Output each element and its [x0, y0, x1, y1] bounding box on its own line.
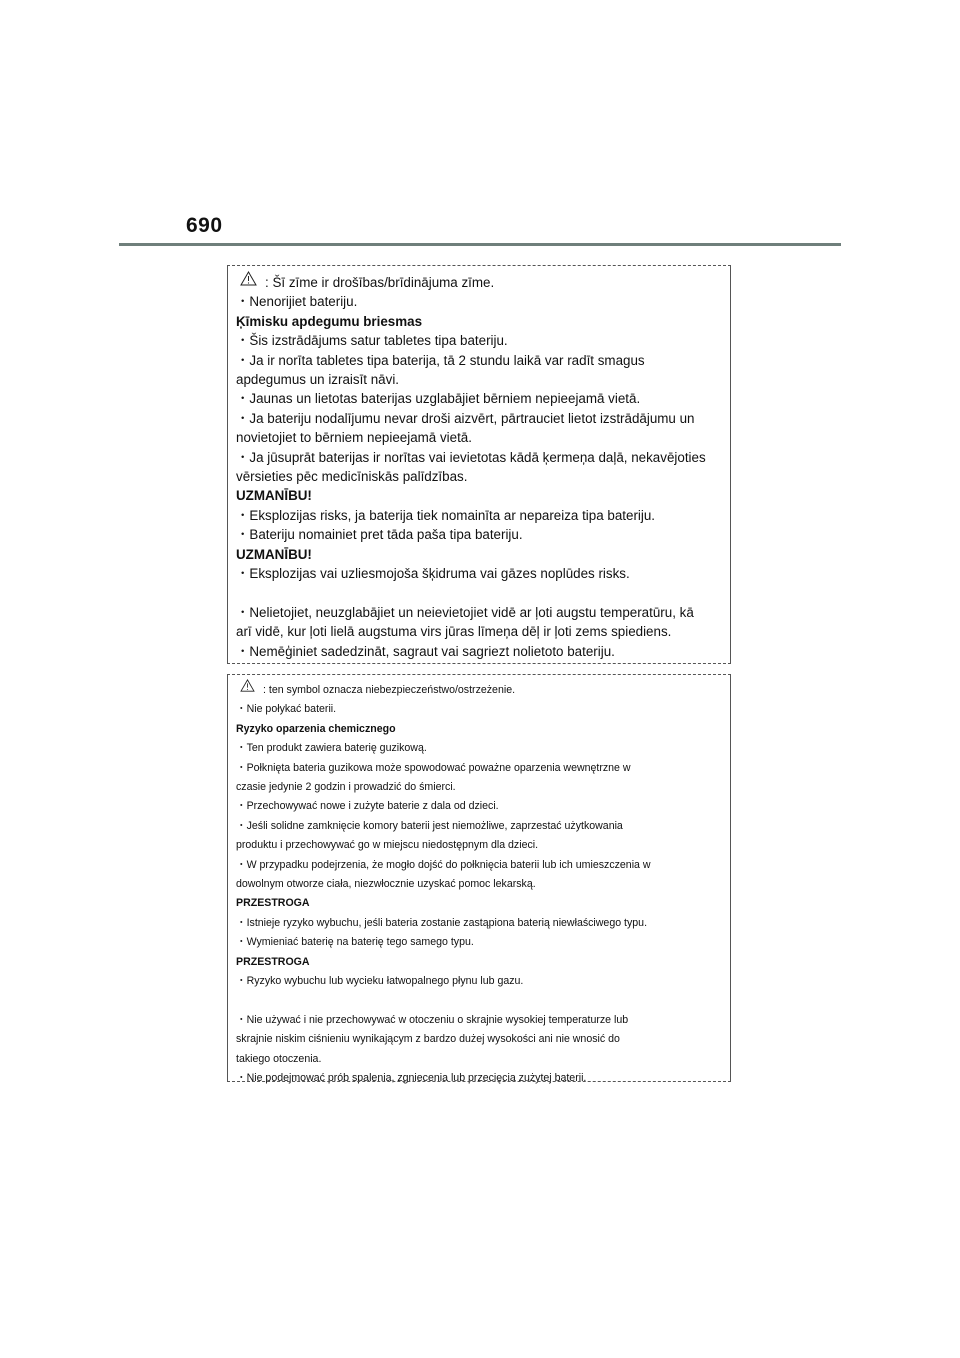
- lv-line: ・Ja jūsuprāt baterijas ir norītas vai ievietotas kādā ķermeņa daļā, nekavējoties: [236, 449, 706, 465]
- pl-line: ・Ryzyko wybuchu lub wycieku łatwopalnego płynu lub gazu.: [236, 975, 524, 988]
- warning-symbol-line: [236, 272, 730, 292]
- warning-triangle-icon: [240, 679, 255, 699]
- pl-line: ・Nie połykać baterii.: [236, 703, 337, 716]
- pl-line: ・W przypadku podejrzenia, że mogło dojść do połknięcia baterii lub ich umieszczenia w: [236, 858, 651, 871]
- pl-line: ・Połknięta bateria guzikowa może spowodować poważne oparzenia wewnętrzne w: [236, 761, 631, 774]
- header-rule: [119, 243, 841, 246]
- pl-line: ・Ten produkt zawiera baterię guzikową.: [236, 742, 427, 755]
- lv-heading-chemical-burn: Ķīmisku apdegumu briesmas: [236, 313, 423, 329]
- lv-line: ・Eksplozijas risks, ja baterija tiek nomainīta ar nepareiza tipa bateriju.: [236, 507, 656, 523]
- pl-line: czasie jedynie 2 godzin i prowadzić do śmierci.: [236, 781, 456, 794]
- pl-line: takiego otoczenia.: [236, 1052, 322, 1065]
- pl-line: dowolnym otworze ciała, niezwłocznie uzyskać pomoc lekarską.: [236, 878, 536, 891]
- warning-triangle-icon: [240, 271, 257, 291]
- box-top-border: [227, 674, 731, 675]
- lv-heading-caution: UZMANĪBU!: [236, 488, 312, 504]
- lv-line: ・Ja ir norīta tabletes tipa baterija, tā 2 stundu laikā var radīt smagus: [236, 352, 645, 368]
- box-bottom-border: [227, 663, 731, 664]
- lv-line: ・Jaunas un lietotas baterijas uzglabājiet bērniem nepieejamā vietā.: [236, 391, 641, 407]
- pl-line: ・Wymieniać baterię na baterię tego samego typu.: [236, 936, 474, 949]
- pl-line: skrajnie niskim ciśnieniu wynikającym z bardzo dużej wysokości ani nie wnosić do: [236, 1033, 620, 1046]
- spacer: [236, 992, 730, 1011]
- box-bottom-border: [227, 1081, 731, 1082]
- spacer: [236, 584, 730, 603]
- lv-line: ・Eksplozijas vai uzliesmojoša šķidruma vai gāzes noplūdes risks.: [236, 566, 630, 582]
- pl-line: ・Nie używać i nie przechowywać w otoczeniu o skrajnie wysokiej temperaturze lub: [236, 1013, 629, 1026]
- lv-line: ・Nelietojiet, neuzglabājiet un neievietojiet vidē ar ļoti augstu temperatūru, kā: [236, 604, 694, 620]
- pl-line: produktu i przechowywać go w miejscu niedostępnym dla dzieci.: [236, 839, 539, 852]
- lv-heading-caution: UZMANĪBU!: [236, 546, 312, 562]
- pl-line: ・Istnieje ryzyko wybuchu, jeśli bateria zostanie zastąpiona baterią niewłaściwego typu.: [236, 916, 648, 929]
- page-number: 690: [186, 214, 223, 237]
- lv-line: apdegumus un izraisīt nāvi.: [236, 372, 400, 388]
- lv-line: ・Ja bateriju nodalījumu nevar droši aizvērt, pārtrauciet lietot izstrādājumu un: [236, 410, 695, 426]
- pl-heading-caution: PRZESTROGA: [236, 955, 310, 968]
- pl-line: ・Przechowywać nowe i zużyte baterie z dala od dzieci.: [236, 800, 499, 813]
- lv-line: novietojiet to bērniem nepieejamā vietā.: [236, 430, 472, 446]
- lv-line: ・Šis izstrādājums satur tabletes tipa bateriju.: [236, 333, 508, 349]
- latvian-warning-box: [227, 265, 731, 664]
- lv-line: arī vidē, kur ļoti lielā augstuma virs jūras līmeņa dēļ ir ļoti zems spiediens.: [236, 624, 672, 640]
- lv-line: ・Nenorijiet bateriju.: [236, 294, 358, 310]
- warning-symbol-line: [236, 680, 730, 700]
- pl-line: ・Jeśli solidne zamknięcie komory baterii jest niemożliwe, zaprzestać użytkowania: [236, 819, 623, 832]
- lv-line: ・Nemēģiniet sadedzināt, sagraut vai sagriezt nolietoto bateriju.: [236, 643, 615, 659]
- pl-line: ・Nie podejmować prób spalenia, zgniecenia lub przecięcia zużytej baterii.: [236, 1072, 587, 1085]
- pl-heading-caution: PRZESTROGA: [236, 897, 310, 910]
- pl-heading-chemical-burn: Ryzyko oparzenia chemicznego: [236, 722, 396, 735]
- lv-line: vērsieties pēc medicīniskās palīdzības.: [236, 469, 468, 485]
- polish-warning-box: [227, 674, 731, 1085]
- box-top-border: [227, 265, 731, 266]
- warning-symbol-text: : Šī zīme ir drošības/brīdinājuma zīme.: [265, 274, 495, 290]
- warning-symbol-text: : ten symbol oznacza niebezpieczeństwo/ostrzeżenie.: [263, 683, 516, 696]
- lv-line: ・Bateriju nomainiet pret tāda paša tipa bateriju.: [236, 527, 523, 543]
